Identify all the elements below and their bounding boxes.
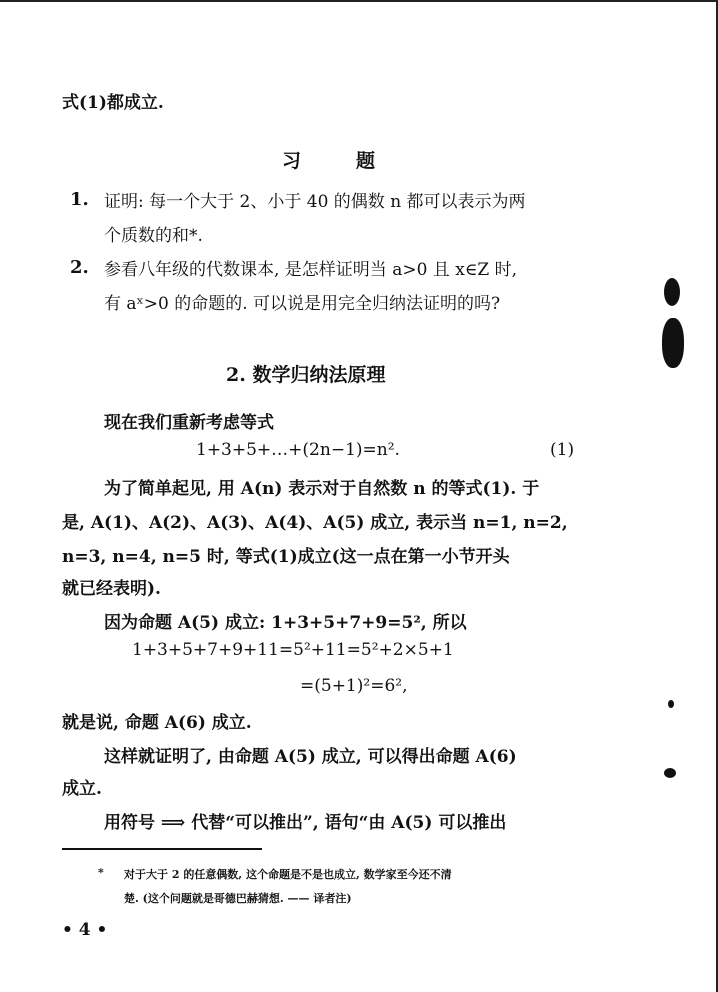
footnote-line-1: 对于大于 2 的任意偶数, 这个命题是不是也成立, 数学家至今还不清 (124, 868, 452, 881)
footnote-marker: * (98, 866, 104, 879)
page-number: • 4 • (62, 920, 108, 940)
exercise-1-line-2: 个质数的和*. (104, 226, 203, 246)
scan-top-border (0, 0, 718, 2)
exercise-2-number: 2. (70, 257, 89, 278)
exercise-2-line-2: 有 aˣ>0 的命题的. 可以说是用完全归纳法证明的吗? (104, 294, 501, 314)
paragraph-4-line-2: 成立. (62, 779, 102, 799)
equation-1-label: (1) (550, 440, 575, 460)
ink-speck-1 (668, 700, 674, 708)
ink-blot-top (664, 278, 680, 306)
paragraph-1-line-1: 现在我们重新考虑等式 (104, 413, 274, 433)
paragraph-4-line-1: 这样就证明了, 由命题 A(5) 成立, 可以得出命题 A(6) (104, 747, 517, 767)
paragraph-2-line-1: 为了简单起见, 用 A(n) 表示对于自然数 n 的等式(1). 于 (104, 479, 540, 499)
exercise-1-number: 1. (70, 189, 89, 210)
footnote-rule (62, 848, 262, 850)
equation-2-line-1: 1+3+5+7+9+11=5²+11=5²+2×5+1 (132, 640, 454, 660)
paragraph-5-line-1: 用符号 ⟹ 代替“可以推出”, 语句“由 A(5) 可以推出 (104, 813, 507, 833)
ink-blot-large (662, 318, 684, 368)
paragraph-3-line-1: 因为命题 A(5) 成立: 1+3+5+7+9=5², 所以 (104, 613, 467, 633)
equation-2-line-2: =(5+1)²=6², (300, 676, 408, 696)
text-line-1: 式(1)都成立. (62, 93, 164, 113)
paragraph-2-line-2: 是, A(1)、A(2)、A(3)、A(4)、A(5) 成立, 表示当 n=1, n=2, (62, 513, 568, 533)
exercise-2-line-1: 参看八年级的代数课本, 是怎样证明当 a>0 且 x∈Z 时, (104, 260, 518, 280)
footnote-line-2: 楚. (这个问题就是哥德巴赫猜想. —— 译者注) (124, 892, 352, 905)
ink-speck-2 (664, 768, 676, 778)
paragraph-3-line-2: 就是说, 命题 A(6) 成立. (62, 713, 252, 733)
exercises-heading: 习 题 (282, 150, 394, 172)
paragraph-2-line-4: 就已经表明). (62, 579, 161, 599)
exercise-1-line-1: 证明: 每一个大于 2、小于 40 的偶数 n 都可以表示为两 (104, 192, 526, 212)
equation-1: 1+3+5+…+(2n−1)=n². (196, 440, 400, 460)
paragraph-2-line-3: n=3, n=4, n=5 时, 等式(1)成立(这一点在第一小节开头 (62, 547, 510, 567)
section-heading: 2. 数学归纳法原理 (226, 364, 386, 386)
